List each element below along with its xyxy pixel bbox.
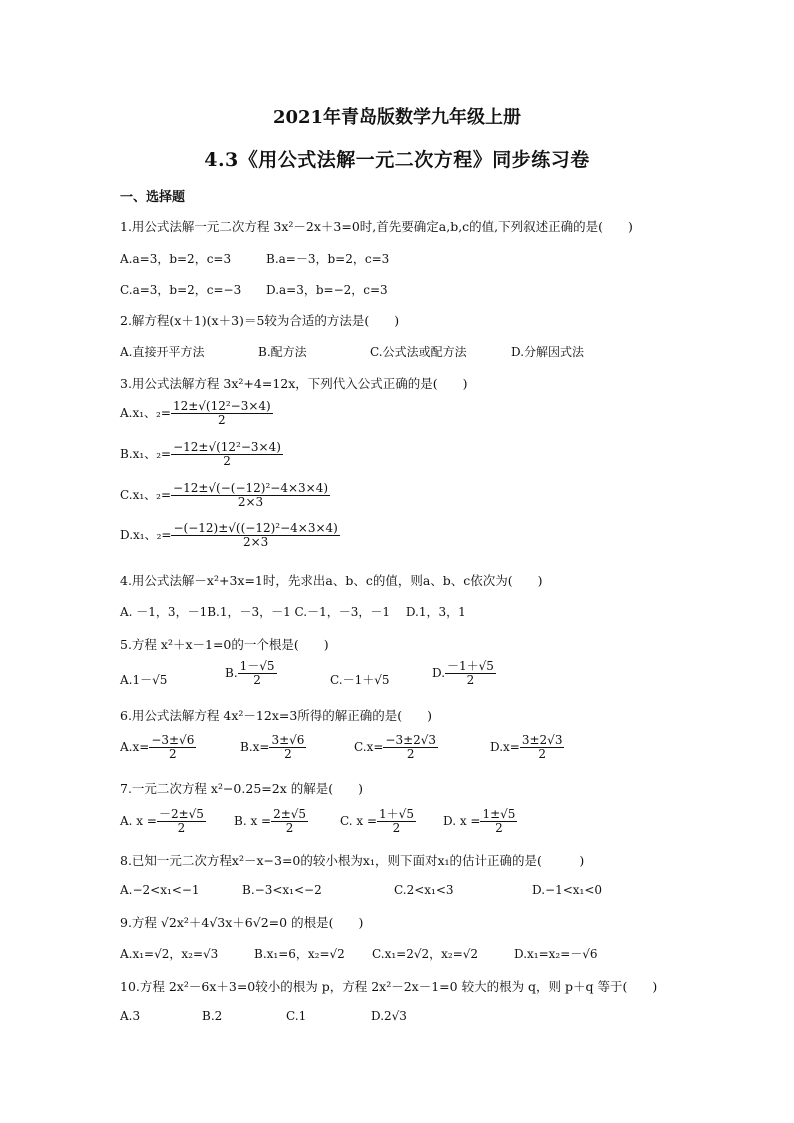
option-a-fraction xyxy=(157,808,206,835)
question-10-option-d: D.2√3 xyxy=(371,1009,407,1023)
question-2-option-a: A.直接开平方法 xyxy=(120,345,205,359)
question-1-option-d: D.a=3，b=−2，c=3 xyxy=(266,283,388,297)
question-5-option-c: C.－1＋√5 xyxy=(330,673,390,687)
denominator: 2 xyxy=(285,821,294,836)
denominator: 2×3 xyxy=(242,535,269,550)
numerator: 1＋√5 xyxy=(379,807,414,821)
numerator: −12±√(−(−12)²−4×3×4) xyxy=(173,481,329,495)
option-c-prefix: C.x= xyxy=(354,740,384,755)
question-9-option-d: D.x₁=x₂=－√6 xyxy=(514,947,598,961)
question-6-option-c xyxy=(354,734,438,761)
question-10-option-a: A.3 xyxy=(120,1009,141,1023)
question-3-option-c xyxy=(120,482,330,509)
numerator: 2±√5 xyxy=(273,807,307,821)
option-c-prefix: C.x₁、₂= xyxy=(120,488,172,503)
option-c-fraction xyxy=(377,808,416,835)
numerator: −(−12)±√((−12)²−4×3×4) xyxy=(173,521,338,535)
option-a-fraction xyxy=(149,734,196,761)
numerator: 1±√5 xyxy=(482,807,516,821)
option-d-fraction xyxy=(480,808,517,835)
option-b-fraction xyxy=(269,734,306,761)
question-5-option-b xyxy=(225,660,277,687)
denominator: 2 xyxy=(538,747,546,762)
option-b-prefix: B.x₁、₂= xyxy=(120,447,172,462)
question-5-option-a: A.1－√5 xyxy=(120,673,168,687)
question-3-stem: 3.用公式法解方程 3x²+4=12x，下列代入公式正确的是( ) xyxy=(120,376,468,391)
denominator: 2 xyxy=(218,413,226,428)
section-heading: 一、选择题 xyxy=(120,190,186,205)
option-a-prefix: A.x₁、₂= xyxy=(120,406,171,421)
option-c-fraction xyxy=(171,482,330,509)
question-8-option-c: C.2<x₁<3 xyxy=(394,883,454,897)
question-8-option-a: A.−2<x₁<−1 xyxy=(120,883,200,897)
option-d-fraction xyxy=(445,660,496,687)
numerator: 1－√5 xyxy=(239,659,275,673)
question-9-option-b: B.x₁=6，x₂=√2 xyxy=(254,947,345,961)
denominator: 2 xyxy=(466,673,475,688)
question-2-option-c: C.公式法或配方法 xyxy=(370,345,467,359)
question-7-option-c xyxy=(340,808,416,835)
numerator: －2±√5 xyxy=(158,807,204,821)
option-b-fraction xyxy=(171,441,283,468)
question-3-option-b xyxy=(120,441,283,468)
numerator: −3±√6 xyxy=(151,733,195,747)
question-6-option-a xyxy=(120,734,196,761)
option-d-prefix: D.x₁、₂= xyxy=(120,528,172,543)
option-a-prefix: A.x= xyxy=(120,740,150,755)
question-10-stem: 10.方程 2x²－6x＋3=0较小的根为 p，方程 2x²－2x－1=0 较大的根为 q，则 p＋q 等于( ) xyxy=(120,979,658,994)
option-a-fraction xyxy=(171,400,273,427)
option-a-prefix: A. x = xyxy=(120,814,157,829)
numerator: －1＋√5 xyxy=(447,659,494,673)
question-9-option-c: C.x₁=2√2，x₂=√2 xyxy=(372,947,479,961)
question-5-stem: 5.方程 x²＋x－1=0的一个根是( ) xyxy=(120,637,329,652)
question-2-stem: 2.解方程(x＋1)(x＋3)＝5较为合适的方法是( ) xyxy=(120,313,400,328)
question-8-option-b: B.−3<x₁<−2 xyxy=(242,883,322,897)
denominator: 2 xyxy=(169,747,177,762)
option-b-fraction xyxy=(271,808,308,835)
question-6-stem: 6.用公式法解方程 4x²－12x=3所得的解正确的是( ) xyxy=(120,708,433,723)
question-2-option-b: B.配方法 xyxy=(258,345,307,359)
question-1-option-c: C.a=3，b=2，c=−3 xyxy=(120,283,242,297)
question-3-option-d xyxy=(120,522,340,549)
question-6-option-b xyxy=(240,734,306,761)
question-1-stem: 1.用公式法解一元二次方程 3x²－2x＋3=0时,首先要确定a,b,c的值,下列叙述正确的是( ) xyxy=(120,219,633,234)
question-7-option-b xyxy=(234,808,308,835)
option-b-prefix: B. x = xyxy=(234,814,272,829)
option-d-prefix: D. xyxy=(432,666,446,681)
question-6-option-d xyxy=(490,734,564,761)
page-title: 2021年青岛版数学九年级上册 xyxy=(272,107,522,128)
denominator: 2 xyxy=(284,747,292,762)
option-b-prefix: B.x= xyxy=(240,740,270,755)
option-c-prefix: C. x = xyxy=(340,814,378,829)
denominator: 2 xyxy=(177,821,186,836)
question-3-option-a xyxy=(120,400,273,427)
question-5-option-d xyxy=(432,660,496,687)
option-d-fraction xyxy=(171,522,339,549)
question-9-option-a: A.x₁=√2，x₂=√3 xyxy=(120,947,219,961)
question-10-option-c: C.1 xyxy=(286,1009,307,1023)
option-d-fraction xyxy=(520,734,565,761)
denominator: 2 xyxy=(495,821,503,836)
question-8-stem: 8.已知一元二次方程x²－x−3=0的较小根为x₁，则下面对x₁的估计正确的是( ) xyxy=(120,853,585,868)
denominator: 2 xyxy=(392,821,401,836)
option-b-prefix: B. xyxy=(225,666,238,681)
denominator: 2 xyxy=(406,747,415,762)
question-2-option-d: D.分解因式法 xyxy=(511,345,585,359)
question-9-stem: 9.方程 √2x²＋4√3x＋6√2=0 的根是( ) xyxy=(120,915,364,930)
question-1-option-a: A.a=3，b=2，c=3 xyxy=(120,252,232,266)
option-d-prefix: D. x = xyxy=(443,814,481,829)
option-d-prefix: D.x= xyxy=(490,740,520,755)
question-4-stem: 4.用公式法解－x²+3x=1时，先求出a、b、c的值，则a、b、c依次为( ) xyxy=(120,573,543,588)
question-10-option-b: B.2 xyxy=(202,1009,223,1023)
numerator: 3±2√3 xyxy=(521,733,563,747)
question-7-stem: 7.一元二次方程 x²−0.25=2x 的解是( ) xyxy=(120,781,363,796)
question-1-option-b: B.a=－3，b=2，c=3 xyxy=(266,252,390,266)
numerator: 12±√(12²−3×4) xyxy=(172,399,271,413)
option-b-fraction xyxy=(238,660,277,687)
question-7-option-a xyxy=(120,808,206,835)
numerator: −3±2√3 xyxy=(385,733,437,747)
denominator: 2×3 xyxy=(237,495,264,510)
question-4-options: A. －1，3，－1B.1，－3，－1 C.－1，－3，－1 D.1，3，1 xyxy=(120,605,466,619)
option-c-fraction xyxy=(383,734,438,761)
page-subtitle: 4.3《用公式法解一元二次方程》同步练习卷 xyxy=(204,149,590,171)
denominator: 2 xyxy=(253,673,261,688)
question-7-option-d xyxy=(443,808,517,835)
question-8-option-d: D.−1<x₁<0 xyxy=(532,883,603,897)
numerator: −12±√(12²−3×4) xyxy=(173,440,281,454)
denominator: 2 xyxy=(223,454,231,469)
numerator: 3±√6 xyxy=(271,733,305,747)
